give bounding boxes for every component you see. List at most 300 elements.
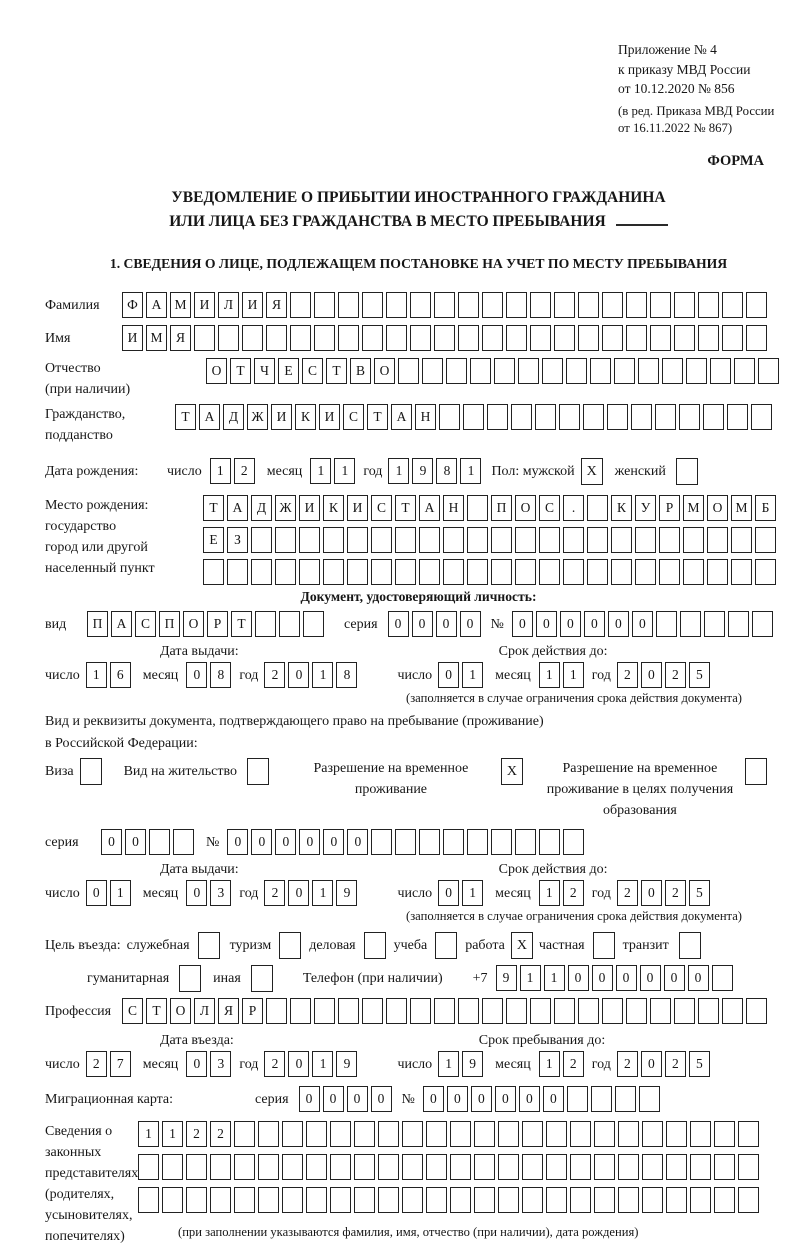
char-cell[interactable]: 0 — [536, 611, 557, 637]
char-cell[interactable] — [554, 292, 575, 318]
char-cell[interactable]: И — [319, 404, 340, 430]
char-cell[interactable]: 0 — [584, 611, 605, 637]
char-cell[interactable] — [330, 1187, 351, 1213]
char-cell[interactable] — [626, 292, 647, 318]
char-cell[interactable] — [656, 611, 677, 637]
char-cell[interactable] — [755, 559, 776, 585]
char-cell[interactable] — [419, 527, 440, 553]
char-cell[interactable] — [443, 527, 464, 553]
char-cell[interactable]: 0 — [436, 611, 457, 637]
char-cell[interactable] — [755, 527, 776, 553]
char-cell[interactable] — [138, 1187, 159, 1213]
char-cell[interactable] — [639, 1086, 660, 1112]
char-cell[interactable] — [338, 292, 359, 318]
char-cell[interactable]: 0 — [423, 1086, 444, 1112]
char-cell[interactable]: 1 — [162, 1121, 183, 1147]
sex-female-checkbox[interactable] — [676, 458, 698, 485]
char-cell[interactable] — [234, 1187, 255, 1213]
char-cell[interactable]: И — [242, 292, 263, 318]
char-cell[interactable] — [522, 1154, 543, 1180]
char-cell[interactable] — [590, 358, 611, 384]
char-cell[interactable]: К — [611, 495, 632, 521]
char-cell[interactable]: 9 — [336, 1051, 357, 1077]
char-cell[interactable]: 1 — [462, 880, 483, 906]
char-cell[interactable] — [498, 1154, 519, 1180]
char-cell[interactable]: М — [683, 495, 704, 521]
char-cell[interactable]: 9 — [336, 880, 357, 906]
char-cell[interactable]: 1 — [312, 880, 333, 906]
char-cell[interactable] — [482, 292, 503, 318]
char-cell[interactable] — [522, 1187, 543, 1213]
char-cell[interactable]: К — [323, 495, 344, 521]
char-cell[interactable] — [518, 358, 539, 384]
char-cell[interactable] — [402, 1121, 423, 1147]
char-cell[interactable] — [314, 292, 335, 318]
char-cell[interactable] — [255, 611, 276, 637]
char-cell[interactable] — [539, 559, 560, 585]
char-cell[interactable] — [704, 611, 725, 637]
char-cell[interactable] — [626, 998, 647, 1024]
char-cell[interactable] — [578, 998, 599, 1024]
char-cell[interactable]: Е — [278, 358, 299, 384]
char-cell[interactable] — [522, 1121, 543, 1147]
char-cell[interactable]: 5 — [689, 662, 710, 688]
char-cell[interactable]: Т — [367, 404, 388, 430]
char-cell[interactable] — [515, 559, 536, 585]
char-cell[interactable] — [306, 1187, 327, 1213]
char-cell[interactable] — [162, 1187, 183, 1213]
char-cell[interactable] — [722, 998, 743, 1024]
char-cell[interactable] — [149, 829, 170, 855]
char-cell[interactable]: 1 — [544, 965, 565, 991]
char-cell[interactable]: П — [491, 495, 512, 521]
char-cell[interactable]: Т — [231, 611, 252, 637]
char-cell[interactable] — [738, 1121, 759, 1147]
char-cell[interactable] — [635, 527, 656, 553]
char-cell[interactable] — [482, 998, 503, 1024]
char-cell[interactable]: О — [374, 358, 395, 384]
char-cell[interactable] — [611, 527, 632, 553]
char-cell[interactable] — [727, 404, 748, 430]
char-cell[interactable] — [186, 1187, 207, 1213]
char-cell[interactable] — [587, 527, 608, 553]
char-cell[interactable]: Н — [443, 495, 464, 521]
char-cell[interactable] — [439, 404, 460, 430]
char-cell[interactable] — [578, 292, 599, 318]
char-cell[interactable] — [728, 611, 749, 637]
char-cell[interactable] — [282, 1187, 303, 1213]
char-cell[interactable]: К — [295, 404, 316, 430]
char-cell[interactable] — [738, 1154, 759, 1180]
char-cell[interactable]: 9 — [496, 965, 517, 991]
char-cell[interactable] — [578, 325, 599, 351]
char-cell[interactable]: 2 — [86, 1051, 107, 1077]
char-cell[interactable] — [703, 404, 724, 430]
char-cell[interactable] — [618, 1121, 639, 1147]
char-cell[interactable]: Т — [326, 358, 347, 384]
char-cell[interactable] — [467, 527, 488, 553]
char-cell[interactable] — [686, 358, 707, 384]
char-cell[interactable] — [674, 325, 695, 351]
char-cell[interactable]: 0 — [227, 829, 248, 855]
char-cell[interactable] — [234, 1121, 255, 1147]
char-cell[interactable] — [314, 325, 335, 351]
char-cell[interactable] — [618, 1187, 639, 1213]
char-cell[interactable]: 0 — [86, 880, 107, 906]
char-cell[interactable]: 0 — [186, 1051, 207, 1077]
char-cell[interactable]: Т — [230, 358, 251, 384]
char-cell[interactable] — [642, 1121, 663, 1147]
char-cell[interactable] — [138, 1154, 159, 1180]
char-cell[interactable] — [434, 998, 455, 1024]
char-cell[interactable]: 1 — [210, 458, 231, 484]
char-cell[interactable] — [642, 1187, 663, 1213]
char-cell[interactable] — [707, 527, 728, 553]
char-cell[interactable] — [662, 358, 683, 384]
char-cell[interactable] — [515, 527, 536, 553]
char-cell[interactable]: 0 — [347, 1086, 368, 1112]
char-cell[interactable]: 0 — [592, 965, 613, 991]
char-cell[interactable] — [602, 325, 623, 351]
char-cell[interactable]: Я — [266, 292, 287, 318]
char-cell[interactable]: А — [227, 495, 248, 521]
char-cell[interactable]: 0 — [186, 662, 207, 688]
char-cell[interactable] — [487, 404, 508, 430]
char-cell[interactable] — [690, 1187, 711, 1213]
char-cell[interactable] — [530, 292, 551, 318]
char-cell[interactable] — [594, 1121, 615, 1147]
char-cell[interactable]: Я — [170, 325, 191, 351]
char-cell[interactable] — [362, 292, 383, 318]
char-cell[interactable]: 0 — [299, 1086, 320, 1112]
char-cell[interactable]: М — [146, 325, 167, 351]
char-cell[interactable]: 0 — [512, 611, 533, 637]
char-cell[interactable]: И — [299, 495, 320, 521]
char-cell[interactable]: 0 — [641, 1051, 662, 1077]
char-cell[interactable]: С — [539, 495, 560, 521]
char-cell[interactable] — [314, 998, 335, 1024]
char-cell[interactable] — [282, 1121, 303, 1147]
char-cell[interactable]: Ч — [254, 358, 275, 384]
char-cell[interactable] — [203, 559, 224, 585]
char-cell[interactable] — [306, 1154, 327, 1180]
char-cell[interactable] — [752, 611, 773, 637]
char-cell[interactable]: Т — [175, 404, 196, 430]
char-cell[interactable]: 0 — [275, 829, 296, 855]
char-cell[interactable] — [347, 559, 368, 585]
char-cell[interactable]: В — [350, 358, 371, 384]
purpose-work-checkbox[interactable]: X — [511, 932, 533, 959]
char-cell[interactable]: Д — [223, 404, 244, 430]
char-cell[interactable]: 0 — [495, 1086, 516, 1112]
char-cell[interactable] — [698, 998, 719, 1024]
char-cell[interactable]: 0 — [560, 611, 581, 637]
char-cell[interactable]: 2 — [234, 458, 255, 484]
char-cell[interactable]: Б — [755, 495, 776, 521]
char-cell[interactable]: 1 — [312, 662, 333, 688]
char-cell[interactable] — [227, 559, 248, 585]
char-cell[interactable] — [746, 292, 767, 318]
char-cell[interactable]: 0 — [438, 880, 459, 906]
purpose-business-checkbox[interactable] — [364, 932, 386, 959]
char-cell[interactable] — [290, 998, 311, 1024]
char-cell[interactable] — [626, 325, 647, 351]
char-cell[interactable] — [559, 404, 580, 430]
char-cell[interactable] — [371, 829, 392, 855]
char-cell[interactable] — [546, 1154, 567, 1180]
purpose-humanitarian-checkbox[interactable] — [179, 965, 201, 992]
char-cell[interactable]: 0 — [641, 880, 662, 906]
purpose-transit-checkbox[interactable] — [679, 932, 701, 959]
char-cell[interactable]: 0 — [323, 829, 344, 855]
char-cell[interactable]: 0 — [641, 662, 662, 688]
char-cell[interactable]: 7 — [110, 1051, 131, 1077]
char-cell[interactable]: Ж — [275, 495, 296, 521]
char-cell[interactable] — [450, 1187, 471, 1213]
char-cell[interactable] — [386, 325, 407, 351]
char-cell[interactable]: Р — [207, 611, 228, 637]
char-cell[interactable] — [587, 495, 608, 521]
char-cell[interactable]: 0 — [608, 611, 629, 637]
char-cell[interactable]: 2 — [264, 1051, 285, 1077]
char-cell[interactable] — [426, 1154, 447, 1180]
char-cell[interactable]: 1 — [388, 458, 409, 484]
char-cell[interactable]: 0 — [632, 611, 653, 637]
char-cell[interactable]: Я — [218, 998, 239, 1024]
char-cell[interactable] — [474, 1187, 495, 1213]
char-cell[interactable]: 8 — [210, 662, 231, 688]
char-cell[interactable] — [666, 1154, 687, 1180]
char-cell[interactable] — [690, 1121, 711, 1147]
char-cell[interactable]: О — [515, 495, 536, 521]
char-cell[interactable]: 0 — [543, 1086, 564, 1112]
char-cell[interactable]: 1 — [460, 458, 481, 484]
char-cell[interactable]: 9 — [412, 458, 433, 484]
char-cell[interactable]: 2 — [186, 1121, 207, 1147]
char-cell[interactable]: М — [731, 495, 752, 521]
char-cell[interactable] — [542, 358, 563, 384]
char-cell[interactable] — [371, 559, 392, 585]
char-cell[interactable] — [354, 1187, 375, 1213]
char-cell[interactable] — [563, 527, 584, 553]
char-cell[interactable] — [751, 404, 772, 430]
char-cell[interactable] — [275, 559, 296, 585]
char-cell[interactable] — [354, 1154, 375, 1180]
char-cell[interactable] — [530, 998, 551, 1024]
char-cell[interactable]: С — [135, 611, 156, 637]
char-cell[interactable] — [242, 325, 263, 351]
char-cell[interactable]: Т — [395, 495, 416, 521]
char-cell[interactable]: 0 — [288, 1051, 309, 1077]
char-cell[interactable]: 0 — [460, 611, 481, 637]
char-cell[interactable] — [563, 559, 584, 585]
char-cell[interactable] — [258, 1121, 279, 1147]
char-cell[interactable]: Ж — [247, 404, 268, 430]
char-cell[interactable] — [570, 1121, 591, 1147]
char-cell[interactable] — [338, 998, 359, 1024]
char-cell[interactable] — [186, 1154, 207, 1180]
char-cell[interactable] — [567, 1086, 588, 1112]
char-cell[interactable]: Л — [218, 292, 239, 318]
char-cell[interactable]: 0 — [688, 965, 709, 991]
char-cell[interactable] — [450, 1121, 471, 1147]
char-cell[interactable]: 2 — [617, 662, 638, 688]
char-cell[interactable]: 0 — [519, 1086, 540, 1112]
char-cell[interactable] — [258, 1187, 279, 1213]
char-cell[interactable]: А — [391, 404, 412, 430]
purpose-official-checkbox[interactable] — [198, 932, 220, 959]
char-cell[interactable] — [714, 1121, 735, 1147]
char-cell[interactable] — [419, 829, 440, 855]
char-cell[interactable] — [467, 829, 488, 855]
char-cell[interactable]: И — [271, 404, 292, 430]
char-cell[interactable] — [546, 1121, 567, 1147]
char-cell[interactable] — [710, 358, 731, 384]
char-cell[interactable] — [650, 998, 671, 1024]
char-cell[interactable]: 0 — [471, 1086, 492, 1112]
char-cell[interactable]: С — [302, 358, 323, 384]
char-cell[interactable]: М — [170, 292, 191, 318]
char-cell[interactable]: А — [199, 404, 220, 430]
char-cell[interactable] — [758, 358, 779, 384]
char-cell[interactable]: 0 — [412, 611, 433, 637]
char-cell[interactable]: Т — [203, 495, 224, 521]
visa-checkbox[interactable] — [80, 758, 102, 785]
char-cell[interactable]: 3 — [210, 880, 231, 906]
char-cell[interactable] — [467, 495, 488, 521]
char-cell[interactable] — [511, 404, 532, 430]
char-cell[interactable]: А — [111, 611, 132, 637]
char-cell[interactable]: 0 — [438, 662, 459, 688]
char-cell[interactable] — [591, 1086, 612, 1112]
char-cell[interactable] — [378, 1121, 399, 1147]
char-cell[interactable] — [362, 325, 383, 351]
char-cell[interactable]: Е — [203, 527, 224, 553]
char-cell[interactable] — [234, 1154, 255, 1180]
char-cell[interactable] — [378, 1187, 399, 1213]
char-cell[interactable]: 2 — [665, 880, 686, 906]
char-cell[interactable] — [338, 325, 359, 351]
char-cell[interactable] — [530, 325, 551, 351]
char-cell[interactable] — [398, 358, 419, 384]
char-cell[interactable] — [659, 527, 680, 553]
char-cell[interactable] — [714, 1187, 735, 1213]
char-cell[interactable]: Р — [242, 998, 263, 1024]
char-cell[interactable] — [395, 829, 416, 855]
char-cell[interactable] — [282, 1154, 303, 1180]
purpose-other-checkbox[interactable] — [251, 965, 273, 992]
char-cell[interactable] — [506, 292, 527, 318]
char-cell[interactable]: 0 — [251, 829, 272, 855]
char-cell[interactable]: 1 — [520, 965, 541, 991]
char-cell[interactable]: Р — [659, 495, 680, 521]
char-cell[interactable] — [674, 292, 695, 318]
char-cell[interactable]: Н — [415, 404, 436, 430]
char-cell[interactable] — [474, 1121, 495, 1147]
char-cell[interactable]: 0 — [347, 829, 368, 855]
char-cell[interactable]: 1 — [539, 662, 560, 688]
char-cell[interactable] — [650, 292, 671, 318]
char-cell[interactable]: 0 — [447, 1086, 468, 1112]
char-cell[interactable] — [712, 965, 733, 991]
temp-residence-edu-checkbox[interactable] — [745, 758, 767, 785]
char-cell[interactable]: 0 — [388, 611, 409, 637]
char-cell[interactable] — [746, 325, 767, 351]
char-cell[interactable] — [731, 559, 752, 585]
char-cell[interactable]: 3 — [210, 1051, 231, 1077]
char-cell[interactable]: 0 — [299, 829, 320, 855]
char-cell[interactable]: 1 — [312, 1051, 333, 1077]
char-cell[interactable] — [635, 559, 656, 585]
char-cell[interactable] — [251, 527, 272, 553]
char-cell[interactable]: 1 — [110, 880, 131, 906]
char-cell[interactable] — [554, 998, 575, 1024]
char-cell[interactable] — [638, 358, 659, 384]
char-cell[interactable]: 1 — [310, 458, 331, 484]
char-cell[interactable] — [563, 829, 584, 855]
char-cell[interactable] — [434, 292, 455, 318]
char-cell[interactable] — [330, 1121, 351, 1147]
char-cell[interactable] — [426, 1121, 447, 1147]
char-cell[interactable] — [679, 404, 700, 430]
char-cell[interactable]: 0 — [323, 1086, 344, 1112]
char-cell[interactable]: 1 — [462, 662, 483, 688]
char-cell[interactable] — [474, 1154, 495, 1180]
char-cell[interactable] — [446, 358, 467, 384]
char-cell[interactable] — [659, 559, 680, 585]
char-cell[interactable]: 8 — [336, 662, 357, 688]
char-cell[interactable]: П — [159, 611, 180, 637]
char-cell[interactable] — [607, 404, 628, 430]
char-cell[interactable]: У — [635, 495, 656, 521]
char-cell[interactable] — [422, 358, 443, 384]
char-cell[interactable]: О — [170, 998, 191, 1024]
char-cell[interactable] — [554, 325, 575, 351]
char-cell[interactable] — [539, 829, 560, 855]
char-cell[interactable] — [498, 1187, 519, 1213]
char-cell[interactable] — [426, 1187, 447, 1213]
char-cell[interactable] — [434, 325, 455, 351]
char-cell[interactable]: 0 — [288, 662, 309, 688]
char-cell[interactable] — [410, 292, 431, 318]
char-cell[interactable] — [410, 998, 431, 1024]
char-cell[interactable] — [306, 1121, 327, 1147]
sex-male-checkbox[interactable]: X — [581, 458, 603, 485]
char-cell[interactable] — [731, 527, 752, 553]
char-cell[interactable] — [539, 527, 560, 553]
char-cell[interactable]: 0 — [101, 829, 122, 855]
char-cell[interactable]: Л — [194, 998, 215, 1024]
char-cell[interactable] — [251, 559, 272, 585]
char-cell[interactable] — [467, 559, 488, 585]
char-cell[interactable]: 1 — [438, 1051, 459, 1077]
char-cell[interactable] — [594, 1187, 615, 1213]
purpose-private-checkbox[interactable] — [593, 932, 615, 959]
char-cell[interactable] — [443, 559, 464, 585]
char-cell[interactable]: 0 — [288, 880, 309, 906]
char-cell[interactable] — [410, 325, 431, 351]
char-cell[interactable]: 0 — [568, 965, 589, 991]
char-cell[interactable] — [506, 325, 527, 351]
char-cell[interactable]: С — [371, 495, 392, 521]
char-cell[interactable] — [734, 358, 755, 384]
char-cell[interactable]: 2 — [264, 880, 285, 906]
char-cell[interactable] — [463, 404, 484, 430]
char-cell[interactable] — [210, 1187, 231, 1213]
char-cell[interactable] — [218, 325, 239, 351]
char-cell[interactable] — [631, 404, 652, 430]
char-cell[interactable] — [194, 325, 215, 351]
